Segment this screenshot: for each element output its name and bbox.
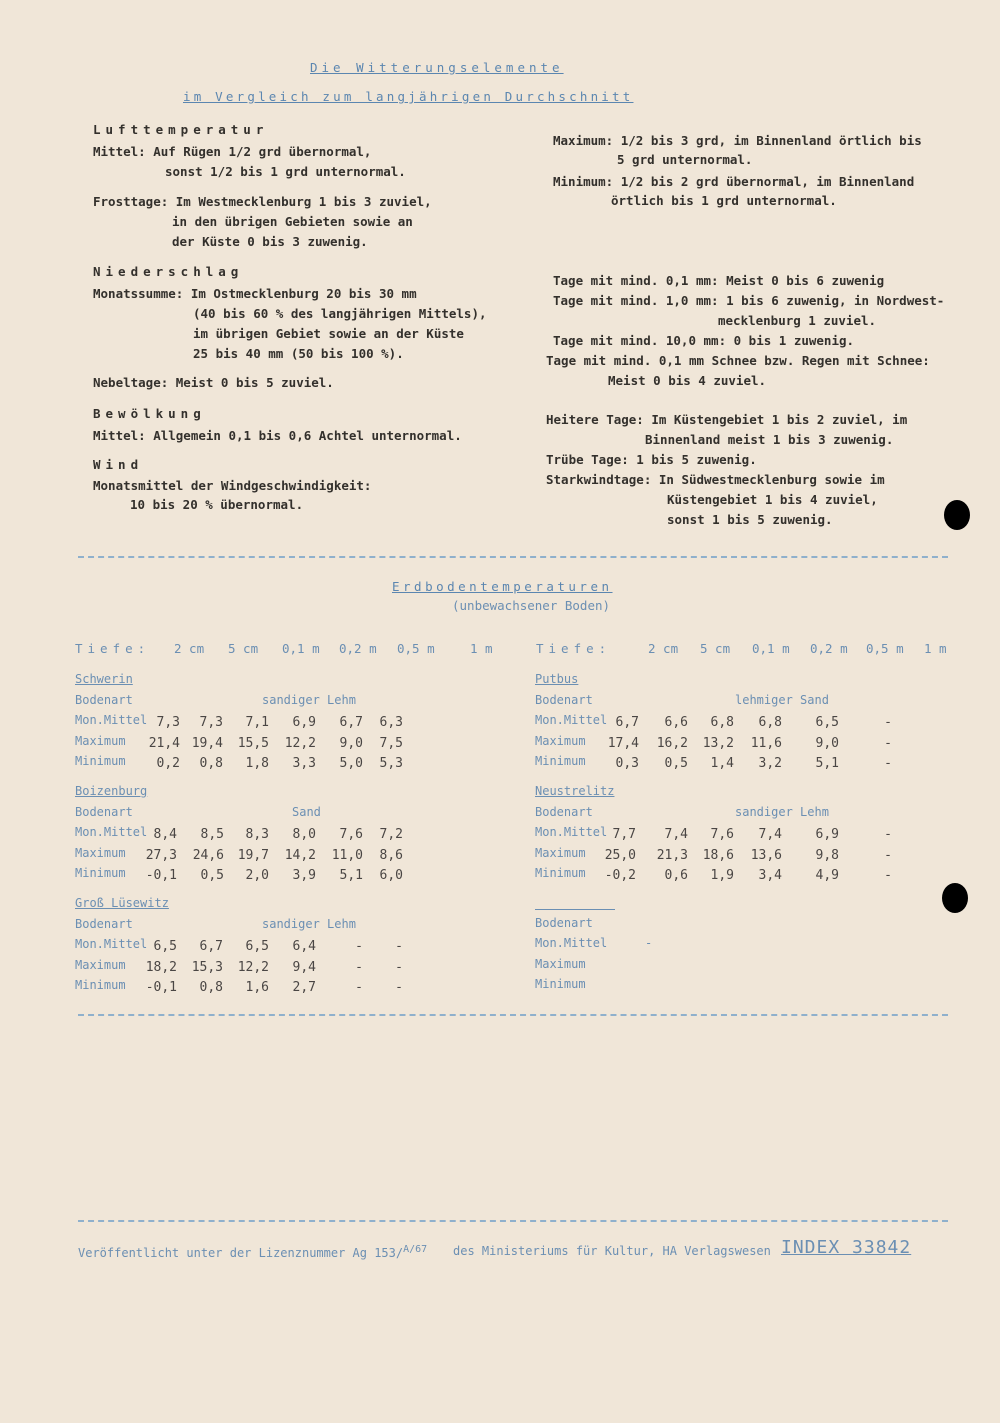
bewoelkung-heading: Bewölkung [93,406,206,421]
page-subtitle: im Vergleich zum langjährigen Durchschnitt [183,89,634,104]
mittel-value-schwerin-3: 6,9 [292,715,316,730]
depth-right-05m: 0,5 m [866,641,904,656]
footer-license-prefix: Veröffentlicht unter der Lizenznummer Ag 153/ [78,1246,404,1260]
bodenart-value-schwerin: sandiger Lehm [262,693,356,707]
maximum-value-boizenburg-5: 8,6 [379,848,403,863]
station-name-gro-l-sewitz: Groß Lüsewitz [75,896,169,910]
tage-01mm-line: Tage mit mind. 0,1 mm: Meist 0 bis 6 zuwenig [553,273,885,288]
empty-station-line [535,909,615,910]
maximum-value-schwerin-1: 19,4 [191,736,223,751]
bodenart-label-boizenburg: Bodenart [75,805,133,819]
empty-bodenart-label: Bodenart [535,916,593,930]
maximum-value-boizenburg-2: 19,7 [237,848,269,863]
mittel-value-schwerin-5: 6,3 [379,715,403,730]
mittel-value-gro-l-sewitz-4: - [355,939,363,954]
heitere-tage-line2: Binnenland meist 1 bis 3 zuwenig. [645,432,894,447]
depth-left-5cm: 5 cm [228,641,259,656]
depth-right-02m: 0,2 m [810,641,848,656]
maximum-value-gro-l-sewitz-5: - [395,960,403,975]
depth-left-02m: 0,2 m [339,641,377,656]
divider-bottom [78,1220,948,1222]
maximum-value-putbus-5: - [884,736,892,751]
mittel-value-gro-l-sewitz-1: 6,7 [199,939,223,954]
maximum-label-boizenburg: Maximum [75,846,126,860]
station-name-boizenburg: Boizenburg [75,784,148,798]
bodenart-label-neustrelitz: Bodenart [535,805,593,819]
tage-10mm-line2: mecklenburg 1 zuviel. [718,313,877,328]
monatssumme-line1: Monatssumme: Im Ostmecklenburg 20 bis 30 mm [93,286,417,301]
wind-line1: Monatsmittel der Windgeschwindigkeit: [93,478,372,493]
minimum-value-putbus-1: 0,5 [664,756,688,771]
minimum-value-boizenburg-4: 5,1 [339,868,363,883]
minimum-value-boizenburg-2: 2,0 [245,868,269,883]
mittel-label-boizenburg: Mon.Mittel [75,825,148,839]
starkwind-line2: Küstengebiet 1 bis 4 zuviel, [667,492,878,507]
minimum-value-neustrelitz-5: - [884,868,892,883]
minimum-value-neustrelitz-0: -0,2 [604,868,636,883]
maximum-value-neustrelitz-4: 9,8 [815,848,839,863]
mittel-value-gro-l-sewitz-0: 6,5 [153,939,177,954]
maximum-value-gro-l-sewitz-0: 18,2 [145,960,177,975]
bodenart-value-boizenburg: Sand [292,805,321,819]
maximum-value-schwerin-0: 21,4 [148,736,180,751]
lufttemp-heading: Lufttemperatur [93,122,269,137]
starkwind-line3: sonst 1 bis 5 zuwenig. [667,512,833,527]
maximum-label-neustrelitz: Maximum [535,846,586,860]
minimum-value-putbus-0: 0,3 [615,756,639,771]
mittel-value-gro-l-sewitz-3: 6,4 [292,939,316,954]
station-name-putbus: Putbus [535,672,579,686]
minimum-value-gro-l-sewitz-1: 0,8 [199,980,223,995]
schnee-line1: Tage mit mind. 0,1 mm Schnee bzw. Regen mit Schnee: [546,353,930,368]
mittel-value-boizenburg-4: 7,6 [339,827,363,842]
footer-ministry-text: des Ministeriums für Kultur, HA Verlagswesen [453,1244,771,1258]
mittel-value-neustrelitz-0: 7,7 [612,827,636,842]
minimum-label-putbus: Minimum [535,754,586,768]
depth-left-01m: 0,1 m [282,641,320,656]
minimum-value-gro-l-sewitz-0: -0,1 [145,980,177,995]
maximum-value-putbus-3: 11,6 [750,736,782,751]
mittel-value-putbus-4: 6,5 [815,715,839,730]
minimum-value-schwerin-5: 5,3 [379,756,403,771]
maximum-value-boizenburg-0: 27,3 [145,848,177,863]
minimum-value-putbus-3: 3,2 [758,756,782,771]
depth-left-1m: 1 m [470,641,493,656]
truebe-tage-line: Trübe Tage: 1 bis 5 zuwenig. [546,452,757,467]
tage-100mm-line: Tage mit mind. 10,0 mm: 0 bis 1 zuwenig. [553,333,855,348]
footer-license-text [78,1244,427,1260]
monatssumme-line2: (40 bis 60 % des langjährigen Mittels), [193,306,487,321]
minimum-value-gro-l-sewitz-5: - [395,980,403,995]
minimum-value-schwerin-0: 0,2 [156,756,180,771]
wind-heading: Wind [93,457,144,472]
mittel-value-gro-l-sewitz-5: - [395,939,403,954]
starkwind-line1: Starkwindtage: In Südwestmecklenburg sowie im [546,472,885,487]
minimum-value-neustrelitz-4: 4,9 [815,868,839,883]
mittel-value-putbus-3: 6,8 [758,715,782,730]
depth-right-2cm: 2 cm [648,641,679,656]
monatssumme-line4: 25 bis 40 mm (50 bis 100 %). [193,346,404,361]
page-title: Die Witterungselemente [310,60,564,75]
minimum-value-putbus-4: 5,1 [815,756,839,771]
minimum-value-boizenburg-1: 0,5 [200,868,224,883]
maximum-line2: 5 grd unternormal. [617,152,753,167]
mittel-value-boizenburg-2: 8,3 [245,827,269,842]
bodenart-value-putbus: lehmiger Sand [735,693,829,707]
maximum-label-gro-l-sewitz: Maximum [75,958,126,972]
erdboden-title: Erdbodentemperaturen [392,579,613,594]
minimum-value-putbus-2: 1,4 [710,756,734,771]
minimum-value-gro-l-sewitz-4: - [355,980,363,995]
mittel-value-gro-l-sewitz-2: 6,5 [245,939,269,954]
punch-hole-top [944,500,970,530]
lufttemp-mittel-line1: Mittel: Auf Rügen 1/2 grd übernormal, [93,144,372,159]
minimum-value-neustrelitz-3: 3,4 [758,868,782,883]
lufttemp-mittel-line2: sonst 1/2 bis 1 grd unternormal. [165,164,406,179]
minimum-value-gro-l-sewitz-3: 2,7 [292,980,316,995]
mittel-value-schwerin-1: 7,3 [199,715,223,730]
mittel-value-neustrelitz-1: 7,4 [664,827,688,842]
depth-right-5cm: 5 cm [700,641,731,656]
maximum-value-putbus-2: 13,2 [702,736,734,751]
maximum-value-gro-l-sewitz-3: 9,4 [292,960,316,975]
maximum-value-neustrelitz-1: 21,3 [656,848,688,863]
maximum-value-schwerin-5: 7,5 [379,736,403,751]
depth-right-1m: 1 m [924,641,947,656]
minimum-label-gro-l-sewitz: Minimum [75,978,126,992]
minimum-value-boizenburg-5: 6,0 [379,868,403,883]
minimum-value-schwerin-1: 0,8 [199,756,223,771]
punch-hole-bottom [942,883,968,913]
monatssumme-line3: im übrigen Gebiet sowie an der Küste [193,326,464,341]
empty-minimum-label: Minimum [535,977,586,991]
mittel-value-schwerin-4: 6,7 [339,715,363,730]
maximum-value-neustrelitz-3: 13,6 [750,848,782,863]
maximum-value-schwerin-3: 12,2 [284,736,316,751]
maximum-value-putbus-0: 17,4 [607,736,639,751]
maximum-value-gro-l-sewitz-1: 15,3 [191,960,223,975]
maximum-value-schwerin-2: 15,5 [237,736,269,751]
frosttage-line1: Frosttage: Im Westmecklenburg 1 bis 3 zuviel, [93,194,432,209]
bewoelkung-mittel-line: Mittel: Allgemein 0,1 bis 0,6 Achtel unternormal. [93,428,462,443]
tage-10mm-line1: Tage mit mind. 1,0 mm: 1 bis 6 zuwenig, in Nordwest- [553,293,945,308]
maximum-value-neustrelitz-2: 18,6 [702,848,734,863]
minimum-value-schwerin-3: 3,3 [292,756,316,771]
maximum-label-schwerin: Maximum [75,734,126,748]
divider-top [78,556,948,558]
depth-right-01m: 0,1 m [752,641,790,656]
minimum-value-neustrelitz-1: 0,6 [664,868,688,883]
bodenart-label-schwerin: Bodenart [75,693,133,707]
empty-mittel-dash: - [645,936,653,950]
tiefe-label-left: Tiefe: [75,641,151,656]
mittel-value-neustrelitz-5: - [884,827,892,842]
bodenart-value-gro-l-sewitz: sandiger Lehm [262,917,356,931]
minimum-line2: örtlich bis 1 grd unternormal. [611,193,837,208]
mittel-value-neustrelitz-3: 7,4 [758,827,782,842]
minimum-value-boizenburg-0: -0,1 [145,868,177,883]
depth-left-2cm: 2 cm [174,641,205,656]
maximum-value-gro-l-sewitz-2: 12,2 [237,960,269,975]
mittel-value-putbus-0: 6,7 [615,715,639,730]
wind-line2: 10 bis 20 % übernormal. [130,497,304,512]
mittel-value-boizenburg-3: 8,0 [292,827,316,842]
mittel-value-putbus-5: - [884,715,892,730]
frosttage-line3: der Küste 0 bis 3 zuwenig. [172,234,368,249]
minimum-value-boizenburg-3: 3,9 [292,868,316,883]
footer-index: INDEX 33842 [781,1237,912,1258]
mittel-value-putbus-1: 6,6 [664,715,688,730]
schnee-line2: Meist 0 bis 4 zuviel. [608,373,767,388]
niederschlag-heading: Niederschlag [93,264,244,279]
bodenart-label-putbus: Bodenart [535,693,593,707]
bodenart-label-gro-l-sewitz: Bodenart [75,917,133,931]
mittel-value-boizenburg-0: 8,4 [153,827,177,842]
minimum-label-boizenburg: Minimum [75,866,126,880]
maximum-line1: Maximum: 1/2 bis 3 grd, im Binnenland örtlich bis [553,133,922,148]
mittel-value-neustrelitz-4: 6,9 [815,827,839,842]
maximum-value-putbus-1: 16,2 [656,736,688,751]
mittel-value-schwerin-0: 7,3 [156,715,180,730]
footer-license-suffix: A/67 [403,1244,428,1255]
maximum-value-neustrelitz-5: - [884,848,892,863]
mittel-label-putbus: Mon.Mittel [535,713,608,727]
minimum-label-schwerin: Minimum [75,754,126,768]
mittel-label-schwerin: Mon.Mittel [75,713,148,727]
station-name-schwerin: Schwerin [75,672,133,686]
maximum-value-gro-l-sewitz-4: - [355,960,363,975]
minimum-line1: Minimum: 1/2 bis 2 grd übernormal, im Binnenland [553,174,915,189]
minimum-label-neustrelitz: Minimum [535,866,586,880]
nebeltage-line: Nebeltage: Meist 0 bis 5 zuviel. [93,375,334,390]
mittel-label-neustrelitz: Mon.Mittel [535,825,608,839]
minimum-value-gro-l-sewitz-2: 1,6 [245,980,269,995]
maximum-value-schwerin-4: 9,0 [339,736,363,751]
mittel-label-gro-l-sewitz: Mon.Mittel [75,937,148,951]
maximum-value-neustrelitz-0: 25,0 [604,848,636,863]
empty-maximum-label: Maximum [535,957,586,971]
frosttage-line2: in den übrigen Gebieten sowie an [172,214,413,229]
station-name-neustrelitz: Neustrelitz [535,784,615,798]
maximum-value-boizenburg-1: 24,6 [192,848,224,863]
depth-left-05m: 0,5 m [397,641,435,656]
divider-middle [78,1014,948,1016]
maximum-value-boizenburg-3: 14,2 [284,848,316,863]
mittel-value-neustrelitz-2: 7,6 [710,827,734,842]
minimum-value-neustrelitz-2: 1,9 [710,868,734,883]
mittel-value-boizenburg-5: 7,2 [379,827,403,842]
minimum-value-putbus-5: - [884,756,892,771]
maximum-value-putbus-4: 9,0 [815,736,839,751]
minimum-value-schwerin-2: 1,8 [245,756,269,771]
minimum-value-schwerin-4: 5,0 [339,756,363,771]
bodenart-value-neustrelitz: sandiger Lehm [735,805,829,819]
mittel-value-boizenburg-1: 8,5 [200,827,224,842]
maximum-label-putbus: Maximum [535,734,586,748]
heitere-tage-line1: Heitere Tage: Im Küstengebiet 1 bis 2 zuviel, im [546,412,908,427]
erdboden-subtitle: (unbewachsener Boden) [452,598,611,613]
tiefe-label-right: Tiefe: [536,641,612,656]
mittel-value-putbus-2: 6,8 [710,715,734,730]
maximum-value-boizenburg-4: 11,0 [331,848,363,863]
mittel-value-schwerin-2: 7,1 [245,715,269,730]
empty-mittel-label: Mon.Mittel [535,936,608,950]
